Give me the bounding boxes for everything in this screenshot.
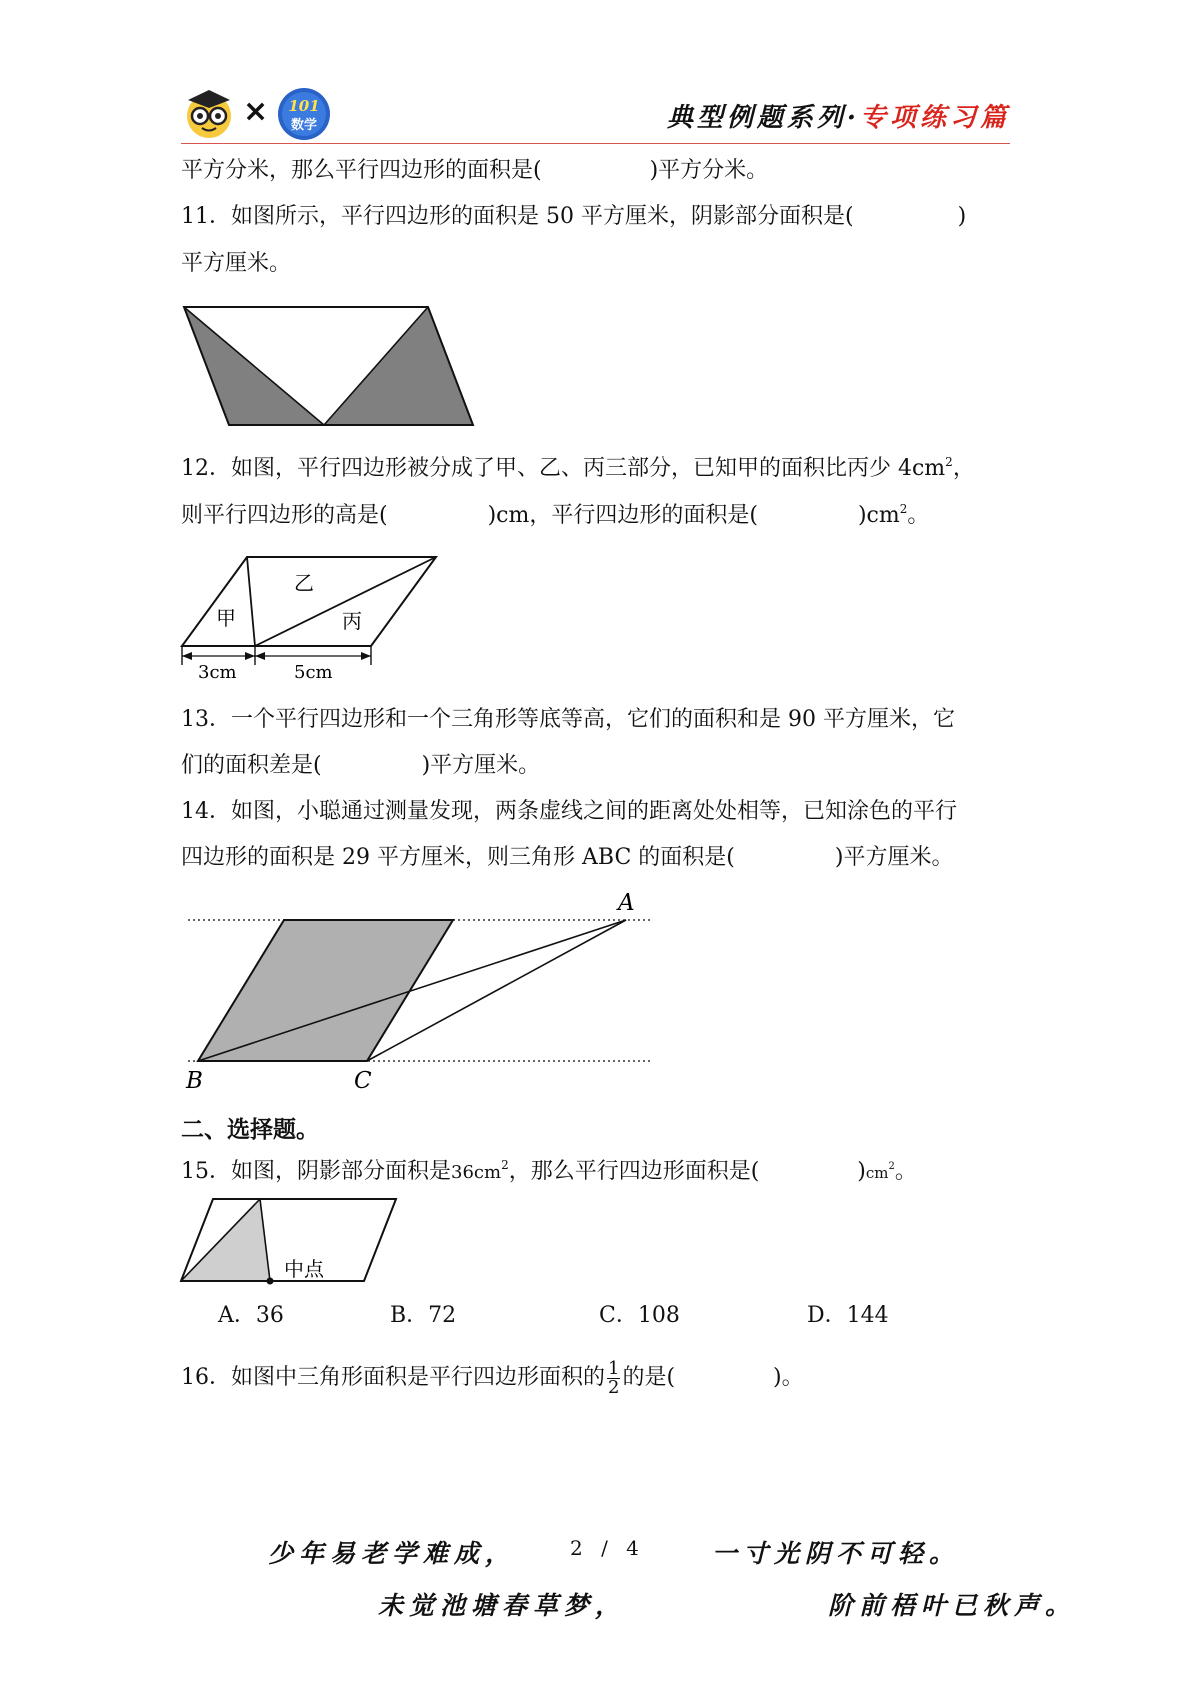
q13-text-c: )平方厘米。: [421, 753, 541, 778]
q12-sup2: 2: [899, 502, 908, 516]
option-b[interactable]: B．72: [390, 1303, 457, 1328]
header-title-sub: 专项练习篇: [859, 103, 1010, 133]
header-title-main: 典型例题系列: [666, 103, 847, 133]
q12-len-3cm: 3cm: [198, 662, 237, 680]
footer-poem-1: 少年易老学难成，: [268, 1539, 517, 1568]
q14-figure: [180, 880, 660, 1090]
q15-sup: 2: [501, 1158, 509, 1172]
q12-text-d: )cm，平行四边形的面积是(: [487, 503, 758, 528]
q12-label-yi: 乙: [294, 571, 314, 595]
q13-line-2: [181, 751, 540, 781]
q15-unit: cm: [865, 1164, 889, 1182]
q14-line-2: [181, 843, 953, 873]
q11-figure: [170, 300, 490, 435]
q12-text-b: ，: [952, 456, 975, 481]
q12-line-1: [181, 454, 975, 484]
q12-text-e: )cm: [857, 503, 900, 528]
owl-mascot-icon: [182, 86, 236, 140]
math101-logo-icon: [276, 86, 332, 142]
q10-text-a: 平方分米，那么平行四边形的面积是(: [181, 158, 542, 183]
option-d[interactable]: D．144: [807, 1303, 889, 1328]
q10-line: [181, 156, 768, 186]
q11-line-1: [181, 202, 966, 232]
q15-figure: [176, 1192, 406, 1292]
q12-label-jia: 甲: [216, 606, 236, 630]
q15-text-c: ): [857, 1159, 866, 1184]
footer-poem-2: 一寸光阴不可轻。: [712, 1539, 961, 1568]
q16-text-c: )。: [773, 1365, 804, 1390]
q14-label-A: A: [618, 890, 635, 916]
q16-text-b: 的是(: [622, 1365, 676, 1390]
q16-fraction: [607, 1357, 620, 1398]
q15-label-midpoint: 中点: [284, 1257, 324, 1281]
q14-text-b: 四边形的面积是 29 平方厘米，则三角形 ABC 的面积是(: [181, 845, 735, 870]
q16-line: [181, 1356, 804, 1400]
q13-line-1: 13．一个平行四边形和一个三角形等底等高，它们的面积和是 90 平方厘米，它: [181, 707, 955, 732]
header-rule: [181, 143, 1010, 144]
q14-line-1: 14．如图，小聪通过测量发现，两条虚线之间的距离处处相等，已知涂色的平行: [181, 799, 957, 824]
q15-text-d: 。: [894, 1159, 917, 1184]
footer-poem-3: 未觉池塘春草梦，: [378, 1591, 627, 1620]
q16-fraction-den: 2: [608, 1376, 620, 1398]
q14-shaded-parallelogram: [198, 920, 453, 1061]
q12-sup: 2: [945, 455, 953, 469]
q16-text-a: 16．如图中三角形面积是平行四边形面积的: [181, 1365, 605, 1390]
header-title: [667, 97, 1010, 134]
q10-text-b: )平方分米。: [649, 158, 769, 183]
q12-line-2: [181, 501, 929, 531]
q15-text-a: 15．如图，阴影部分面积是: [181, 1159, 451, 1184]
q15-shaded-triangle: [181, 1199, 270, 1281]
q11-text-a: 11．如图所示，平行四边形的面积是 50 平方厘米，阴影部分面积是(: [181, 204, 854, 229]
header-logo-101: [276, 86, 332, 142]
q12-text-c: 则平行四边形的高是(: [181, 503, 388, 528]
header-logo-owl: [182, 86, 236, 140]
q13-text-b: 们的面积差是(: [181, 753, 322, 778]
q12-text-f: 。: [907, 503, 930, 528]
q15-sup2: 2: [888, 1161, 895, 1172]
section-heading-choice: 二、选择题。: [181, 1117, 319, 1143]
q12-text-a: 12．如图，平行四边形被分成了甲、乙、丙三部分，已知甲的面积比丙少 4cm: [181, 456, 946, 481]
option-c[interactable]: C．108: [599, 1303, 680, 1328]
q12-figure: [176, 550, 456, 680]
q15-text-b: ，那么平行四边形面积是(: [508, 1159, 760, 1184]
q12-label-bing: 丙: [342, 609, 362, 633]
footer-poem-4: 阶前梧叶已秋声。: [828, 1591, 1077, 1620]
header-cross: ×: [243, 94, 269, 129]
svg-text:数学: 数学: [290, 118, 318, 133]
header-title-dot: ·: [846, 103, 860, 133]
q11-line-2: 平方厘米。: [181, 251, 292, 276]
q15-line: [181, 1157, 917, 1188]
q14-label-C: C: [354, 1068, 372, 1090]
q11-text-b: ): [957, 204, 967, 229]
q15-value: 36cm: [451, 1162, 502, 1183]
q16-fraction-num: 1: [608, 1357, 620, 1379]
q12-len-5cm: 5cm: [294, 662, 333, 680]
option-a[interactable]: A．36: [218, 1303, 284, 1328]
q14-text-c: )平方厘米。: [834, 845, 954, 870]
svg-text:101: 101: [288, 97, 320, 115]
q14-label-B: B: [186, 1068, 203, 1090]
page-number: 2 / 4: [570, 1536, 645, 1560]
